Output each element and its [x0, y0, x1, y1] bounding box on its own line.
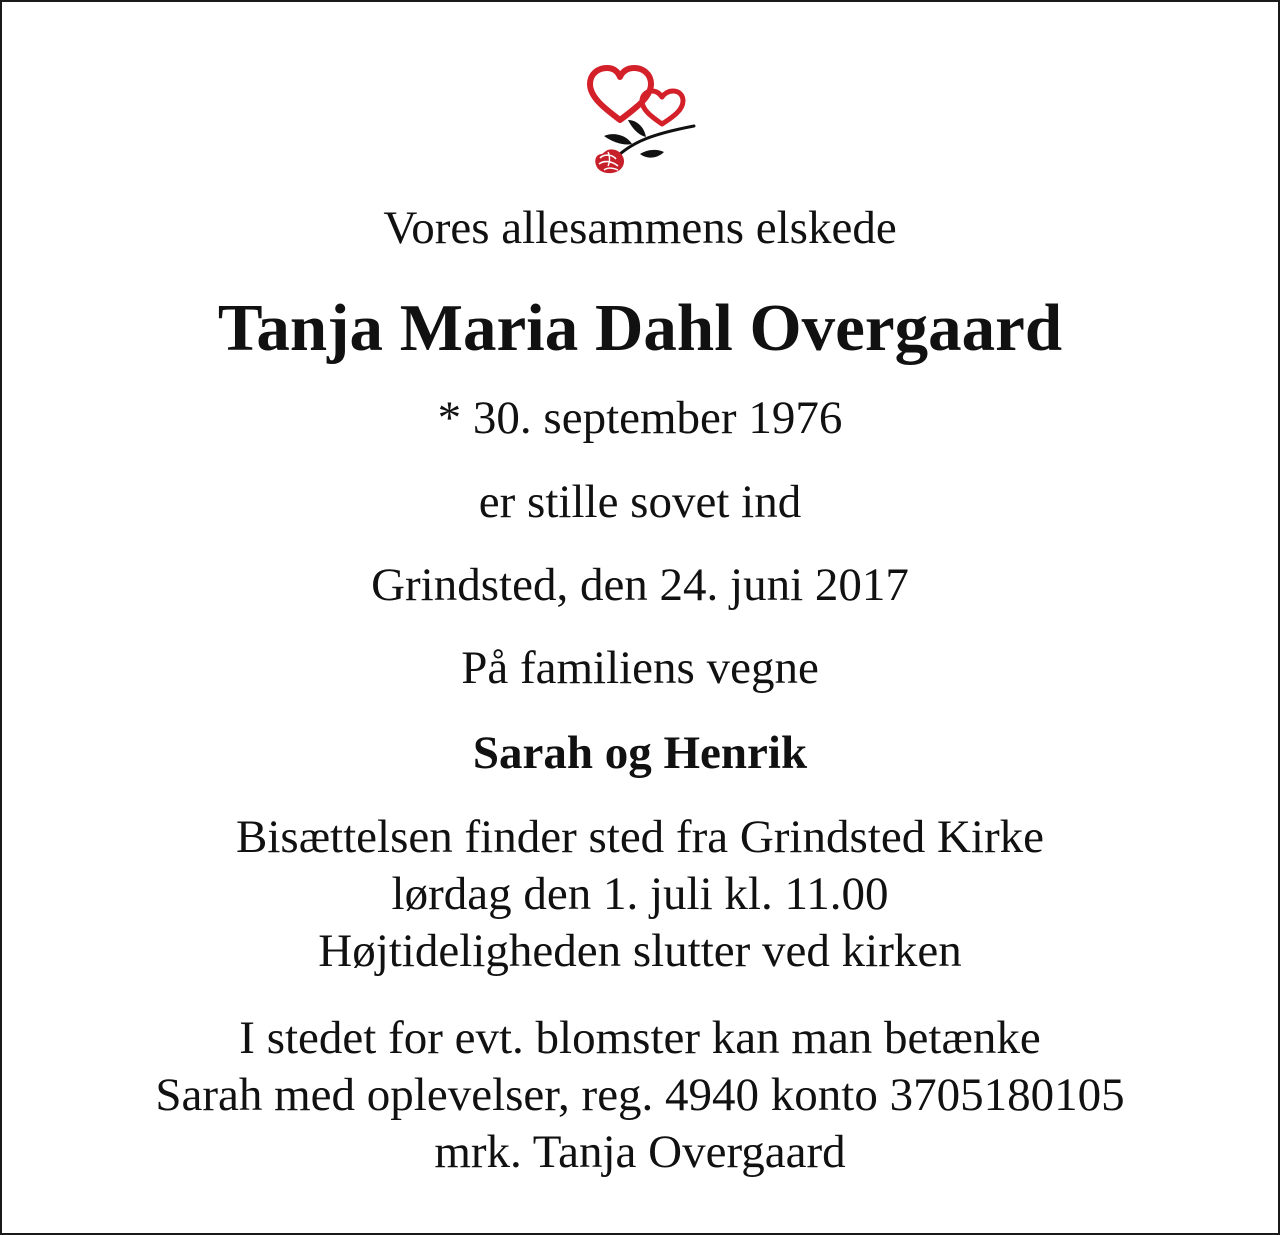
rose-leaf-icon — [640, 150, 664, 158]
funeral-line: lørdag den 1. juli kl. 11.00 — [391, 868, 889, 920]
deceased-name: Tanja Maria Dahl Overgaard — [217, 291, 1063, 365]
funeral-details — [2, 809, 1278, 980]
rose-leaf-icon — [604, 134, 632, 144]
birth-date: * 30. september 1976 — [437, 392, 843, 444]
donation-line: I stedet for evt. blomster kan man betænke — [239, 1012, 1041, 1064]
place-and-date: Grindsted, den 24. juni 2017 — [371, 559, 909, 611]
signers-names: Sarah og Henrik — [472, 727, 808, 779]
donation-details — [2, 1010, 1278, 1181]
donation-line: Sarah med oplevelser, reg. 4940 konto 3705180105 — [155, 1069, 1125, 1121]
rose-stem-icon — [620, 126, 694, 154]
hearts-with-rose-icon — [582, 62, 702, 177]
rose-leaf-icon — [628, 120, 646, 137]
funeral-line: Bisættelsen finder sted fra Grindsted Kirke — [236, 811, 1044, 863]
on-behalf-text: På familiens vegne — [461, 642, 819, 694]
funeral-line: Højtideligheden slutter ved kirken — [318, 925, 962, 977]
passed-away-text: er stille sovet ind — [478, 476, 802, 528]
intro-text: Vores allesammens elskede — [383, 202, 897, 254]
donation-line: mrk. Tanja Overgaard — [434, 1126, 846, 1178]
